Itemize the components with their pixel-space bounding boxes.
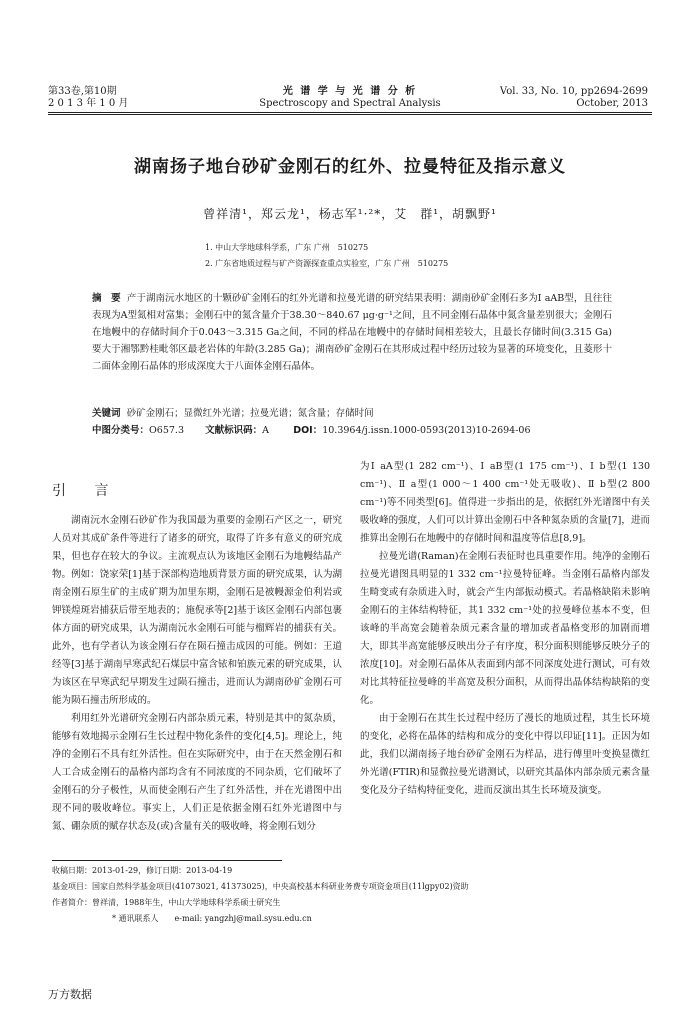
journal-volume: 第33卷,第10期 bbox=[48, 86, 117, 97]
abstract-text: 产于湖南沅水地区的十颗砂矿金刚石的红外光谱和拉曼光谱的研究结果表明：湖南砂矿金刚石多为Ⅰ aAB型，且往往表现为A型氮相对富集；金刚石中的氮含量介于38.30～840.67 μg·g⁻¹之间，且不同金刚石晶体中氮含量差别很大；金刚石在地幔中的存储时间介于0.043～3.315 Ga之间，不同的样品在地幔中的存储时间相差较大，且最长存储时间(3.315 Ga)要大于湘鄂黔桂毗邻区最老岩体的年龄(3.285 Ga)；湖南砂矿金刚石在其形成过程中经历过较为显著的环境变化，且菱形十二面体金刚石晶体的形成深度大于八面体金刚石晶体。 bbox=[92, 293, 612, 372]
intro-paragraph-4: 拉曼光谱(Raman)在金刚石表征时也具重要作用。纯净的金刚石拉曼光谱图具明显的1 332 cm⁻¹拉曼特征峰。当金刚石晶格内部发生畸变或有杂质进入时，就会产生内部振动模式。若晶格缺陷未影响金刚石的主体结构特征，其1 332 cm⁻¹处的拉曼峰位基本不变，但该峰的半高宽会随着杂质元素含量的增加或者晶格变形的加剧而增大，即其半高宽能够反映出分子有序度，积分面积则能够反映分子的浓度[10]。对金刚石晶体从表面到内部不同深度处进行测试，可有效对比其特征拉曼峰的半高宽及积分面积，从而得出晶体结构缺陷的变化。 bbox=[360, 551, 650, 706]
header-rule bbox=[48, 112, 652, 113]
keywords-label: 关键词 bbox=[92, 408, 121, 419]
author-list: 曾祥清¹，郑云龙¹，杨志军¹·²*，艾 群¹，胡飘野¹ bbox=[203, 207, 497, 221]
footnote-fund: 基金项目：国家自然科学基金项目(41073021, 41373025)，中央高校基本科研业务费专项资金项目(11lgpy02)资助 bbox=[52, 882, 469, 891]
footnote-corresponding: * 通讯联系人 e-mail: yangzhj@mail.sysu.edu.cn bbox=[112, 914, 312, 923]
journal-pages: Vol. 33, No. 10, pp2694-2699 bbox=[499, 86, 648, 97]
abstract-label: 摘 要 bbox=[92, 293, 121, 304]
header-rule-2 bbox=[48, 114, 652, 115]
footnote-author-bio: 作者简介：曾祥清，1988年生，中山大学地球科学系硕士研究生 bbox=[52, 898, 281, 907]
intro-paragraph-5: 由于金刚石在其生长过程中经历了漫长的地质过程，其生长环境的变化，必将在晶体的结构和成分的变化中得以印证[11]。正因为如此，我们以湖南扬子地台砂矿金刚石为样品，进行傅里叶变换显微红外光谱(FTIR)和显微拉曼光谱测试，以研究其晶体内部杂质元素含量变化及分子结构特征变化，进而反演出其生长环境及演变。 bbox=[360, 713, 650, 796]
left-column bbox=[52, 512, 342, 836]
clc-label: 中图分类号： bbox=[92, 425, 150, 436]
footnote-rule bbox=[52, 860, 282, 861]
classification-line bbox=[92, 424, 612, 438]
footer-watermark: 万方数据 bbox=[48, 988, 92, 1001]
journal-name-en: Spectroscopy and Spectral Analysis bbox=[259, 98, 441, 109]
right-column bbox=[360, 458, 650, 800]
doi-label: DOI： bbox=[293, 425, 323, 436]
intro-paragraph-1: 湖南沅水金刚石砂矿作为我国最为重要的金刚石产区之一，研究人员对其成矿条件等进行了诸多的研究，取得了许多有意义的研究成果，但也存在较大的争议。主流观点认为该地区金刚石为地幔结晶产物。例如：饶家荣[1]基于深部构造地质背景方面的研究成果，认为湖南金刚石原生矿的主成矿期为加里东期，金刚石是被幔源金伯利岩或钾镁煌斑岩捕获后带至地表的；施倪承等[2]基于该区金刚石内部包裹体方面的研究成果，认为湖南沅水金刚石可能与榴辉岩的捕获有关。此外，也有学者认为该金刚石存在陨石撞击成因的可能。例如：王道经等[3]基于湖南早寒武纪石煤层中富含铱和铂族元素的研究成果，认为该区在早寒武纪早期发生过陨石撞击，进而认为湖南砂矿金刚石可能为陨石撞击所形成的。 bbox=[52, 515, 342, 706]
keywords-text: 砂矿金刚石；显微红外光谱；拉曼光谱；氮含量；存储时间 bbox=[126, 408, 374, 419]
affiliation-2: 2. 广东省地质过程与矿产资源探查重点实验室，广东 广州 510275 bbox=[205, 259, 449, 268]
doc-code-label: 文献标识码： bbox=[205, 425, 263, 436]
doc-code-value: A bbox=[262, 425, 270, 436]
journal-volume-en bbox=[500, 86, 648, 110]
intro-paragraph-3: 为Ⅰ aA型(1 282 cm⁻¹)、Ⅰ aB型(1 175 cm⁻¹)、Ⅰ b型(1 130 cm⁻¹)、Ⅱ a型(1 000～1 400 cm⁻¹处无吸收)、Ⅱ b型(2 800 cm⁻¹)等不同类型[6]。值得进一步指出的是，依据红外光谱图中有关吸收峰的强度，人们可以计算出金刚石中各种氮杂质的含量[7]，进而推算出金刚石在地幔中的存储时间和温度等信息[8,9]。 bbox=[360, 461, 650, 544]
abstract bbox=[92, 290, 612, 375]
journal-name-cn: 光 谱 学 与 光 谱 分 析 bbox=[282, 86, 418, 97]
clc-value: O657.3 bbox=[149, 425, 185, 436]
footnote-received: 收稿日期：2013-01-29，修订日期：2013-04-19 bbox=[52, 866, 233, 875]
journal-date: 2 0 1 3 年 1 0 月 bbox=[48, 98, 129, 109]
keywords bbox=[92, 407, 612, 421]
paper-title: 湖南扬子地台砂矿金刚石的红外、拉曼特征及指示意义 bbox=[134, 157, 566, 177]
affiliation-1: 1. 中山大学地球科学系，广东 广州 510275 bbox=[205, 243, 369, 252]
section-heading-introduction: 引 言 bbox=[52, 483, 121, 499]
journal-month: October, 2013 bbox=[576, 98, 648, 109]
doi-value: 10.3964/j.issn.1000-0593(2013)10-2694-06 bbox=[322, 425, 531, 436]
intro-paragraph-2: 利用红外光谱研究金刚石内部杂质元素，特别是其中的氮杂质，能够有效地揭示金刚石生长过程中物化条件的变化[4,5]。理论上，纯净的金刚石不具有红外活性。但在实际研究中，由于在天然金刚石和人工合成金刚石的晶格内部均含有不同浓度的不同杂质，它们破坏了金刚石的分子极性，从而使金刚石产生了红外活性，并在光谱图中出现不同的吸收峰位。事实上，人们正是依据金刚石红外光谱图中与氮、硼杂质的赋存状态及(或)含量有关的吸收峰，将金刚石划分 bbox=[52, 713, 342, 832]
